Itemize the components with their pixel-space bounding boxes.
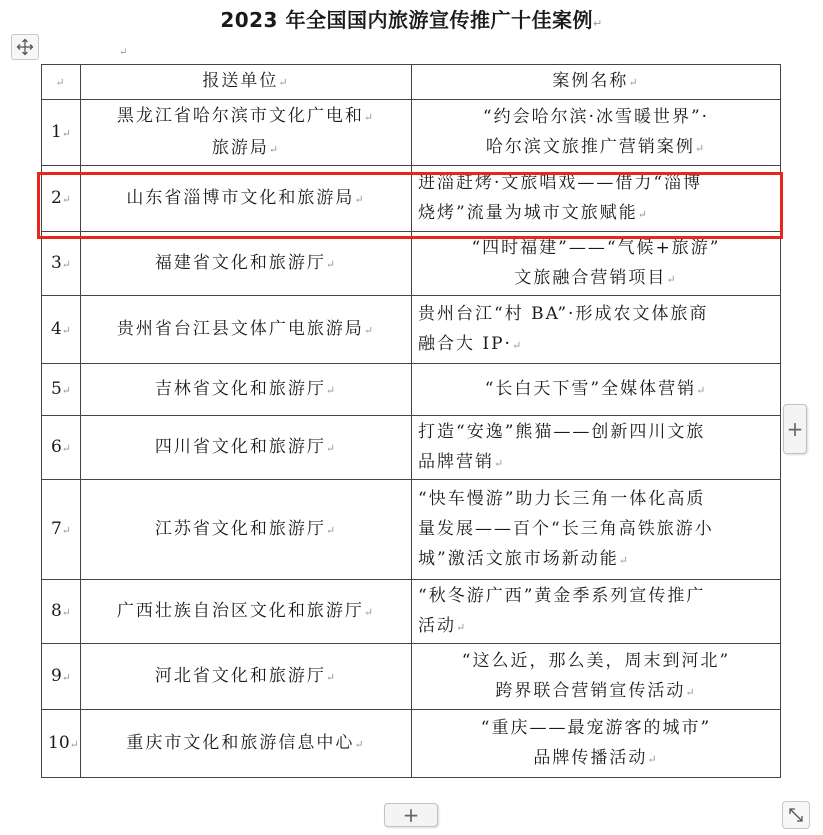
case-line: 跨界联合营销宣传活动↵ — [495, 680, 697, 701]
unit-cell[interactable] — [81, 100, 412, 166]
row-number: 2 — [50, 187, 62, 208]
unit-line: 河北省文化和旅游厅↵ — [154, 665, 338, 686]
table-row — [42, 232, 781, 296]
case-cell[interactable] — [412, 364, 781, 416]
case-cell[interactable] — [412, 296, 781, 364]
case-cell[interactable] — [412, 232, 781, 296]
plus-icon: + — [402, 803, 420, 827]
case-line: 打造“安逸”熊猫——创新四川文旅 — [418, 421, 706, 442]
row-number-cell[interactable] — [42, 364, 81, 416]
unit-line: 吉林省文化和旅游厅↵ — [154, 378, 338, 399]
paragraph-mark: ↵ — [61, 323, 72, 337]
row-number: 1 — [50, 121, 62, 142]
paragraph-mark: ↵ — [61, 605, 72, 619]
case-line: “这么近，那么美，周末到河北” — [461, 650, 731, 671]
table-row — [42, 710, 781, 778]
row-number-cell[interactable] — [42, 232, 81, 296]
unit-cell[interactable] — [81, 364, 412, 416]
unit-cell[interactable] — [81, 296, 412, 364]
row-number-cell[interactable] — [42, 480, 81, 580]
plus-icon: + — [786, 417, 804, 441]
paragraph-mark: ↵ — [61, 383, 72, 397]
cases-table — [41, 64, 781, 778]
row-number-cell[interactable] — [42, 296, 81, 364]
case-cell[interactable] — [412, 710, 781, 778]
table-row — [42, 364, 781, 416]
unit-line: 广西壮族自治区文化和旅游厅↵ — [116, 600, 376, 621]
table-header-row — [42, 65, 781, 100]
unit-cell[interactable] — [81, 416, 412, 480]
header-case[interactable]: 案例名称↵ — [412, 65, 781, 100]
case-cell[interactable] — [412, 416, 781, 480]
case-line: 融合大 IP·↵ — [418, 333, 524, 354]
paragraph-mark: ↵ — [69, 737, 79, 751]
paragraph-mark: ↵ — [61, 670, 72, 684]
case-cell[interactable] — [412, 580, 781, 644]
move-arrows-icon — [16, 38, 34, 56]
case-line: 品牌传播活动↵ — [533, 747, 659, 768]
row-number: 10 — [48, 732, 70, 753]
case-line: 量发展——百个“长三角高铁旅游小 — [418, 518, 714, 539]
row-number-cell[interactable] — [42, 644, 81, 710]
paragraph-mark: ↵ — [61, 126, 72, 140]
table-row — [42, 644, 781, 710]
row-number: 5 — [50, 378, 62, 399]
row-number-cell[interactable] — [42, 416, 81, 480]
table-row — [42, 100, 781, 166]
case-line: 城”激活文旅市场新动能↵ — [418, 548, 630, 569]
unit-line: 山东省淄博市文化和旅游局↵ — [126, 187, 366, 208]
case-line: “长白天下雪”全媒体营销↵ — [484, 378, 708, 399]
case-cell[interactable] — [412, 100, 781, 166]
unit-line: 四川省文化和旅游厅↵ — [154, 436, 338, 457]
paragraph-mark: ↵ — [61, 192, 72, 206]
case-line: 文旅融合营销项目↵ — [514, 267, 678, 288]
unit-line: 江苏省文化和旅游厅↵ — [154, 518, 338, 539]
paragraph-mark: ↵ — [61, 257, 72, 271]
unit-cell[interactable] — [81, 644, 412, 710]
unit-cell[interactable] — [81, 232, 412, 296]
paragraph-mark: ↵ — [119, 47, 128, 58]
row-number-cell[interactable] — [42, 580, 81, 644]
unit-line: 福建省文化和旅游厅↵ — [154, 252, 338, 273]
row-number-cell[interactable] — [42, 710, 81, 778]
header-unit[interactable]: 报送单位↵ — [81, 65, 412, 100]
unit-cell[interactable] — [81, 480, 412, 580]
case-line: 哈尔滨文旅推广营销案例↵ — [485, 136, 707, 157]
table-row — [42, 580, 781, 644]
table-row — [42, 416, 781, 480]
case-line: “快车慢游”助力长三角一体化高质 — [418, 488, 706, 509]
unit-line: 重庆市文化和旅游信息中心↵ — [126, 732, 366, 753]
unit-cell[interactable] — [81, 166, 412, 232]
document-title-text: 2023 年全国国内旅游宣传推广十佳案例 — [220, 8, 593, 32]
paragraph-mark: ↵ — [61, 523, 72, 537]
case-line: “秋冬游广西”黄金季系列宣传推广 — [418, 585, 706, 606]
add-column-button[interactable] — [783, 404, 807, 454]
table-row — [42, 480, 781, 580]
row-number-cell[interactable] — [42, 166, 81, 232]
unit-line: 贵州省台江县文体广电旅游局↵ — [116, 318, 376, 339]
table-resize-handle[interactable] — [782, 801, 810, 829]
row-number-cell[interactable] — [42, 100, 81, 166]
case-line: “约会哈尔滨·冰雪暖世界”· — [482, 106, 710, 127]
header-num[interactable]: ↵ — [42, 65, 81, 100]
case-line: “重庆——最宠游客的城市” — [480, 717, 712, 738]
unit-line: 黑龙江省哈尔滨市文化广电和↵ — [116, 105, 376, 126]
unit-line: 旅游局↵ — [211, 137, 281, 158]
case-line: “四时福建”——“气候+旅游” — [471, 237, 721, 258]
row-number: 3 — [50, 252, 62, 273]
case-line: 品牌营销↵ — [418, 451, 506, 472]
case-line: 进淄赶烤·文旅唱戏——借力“淄博 — [418, 172, 703, 193]
case-line: 活动↵ — [418, 615, 468, 636]
row-number: 4 — [50, 318, 62, 339]
row-number: 7 — [50, 518, 62, 539]
table-row — [42, 296, 781, 364]
paragraph-mark: ↵ — [61, 441, 72, 455]
row-number: 9 — [50, 665, 62, 686]
unit-cell[interactable] — [81, 580, 412, 644]
document-title — [0, 4, 823, 33]
case-cell[interactable] — [412, 644, 781, 710]
unit-cell[interactable] — [81, 710, 412, 778]
case-cell[interactable] — [412, 166, 781, 232]
table-move-handle[interactable] — [11, 34, 39, 60]
diagonal-resize-icon — [787, 806, 805, 824]
case-line: 烧烤”流量为城市文旅赋能↵ — [418, 202, 649, 223]
paragraph-mark: ↵ — [592, 17, 603, 30]
case-line: 贵州台江“村 BA”·形成农文体旅商 — [418, 303, 709, 324]
row-number: 6 — [50, 436, 62, 457]
add-row-button[interactable] — [384, 803, 438, 827]
row-number: 8 — [50, 600, 62, 621]
table-row — [42, 166, 781, 232]
case-cell[interactable] — [412, 480, 781, 580]
